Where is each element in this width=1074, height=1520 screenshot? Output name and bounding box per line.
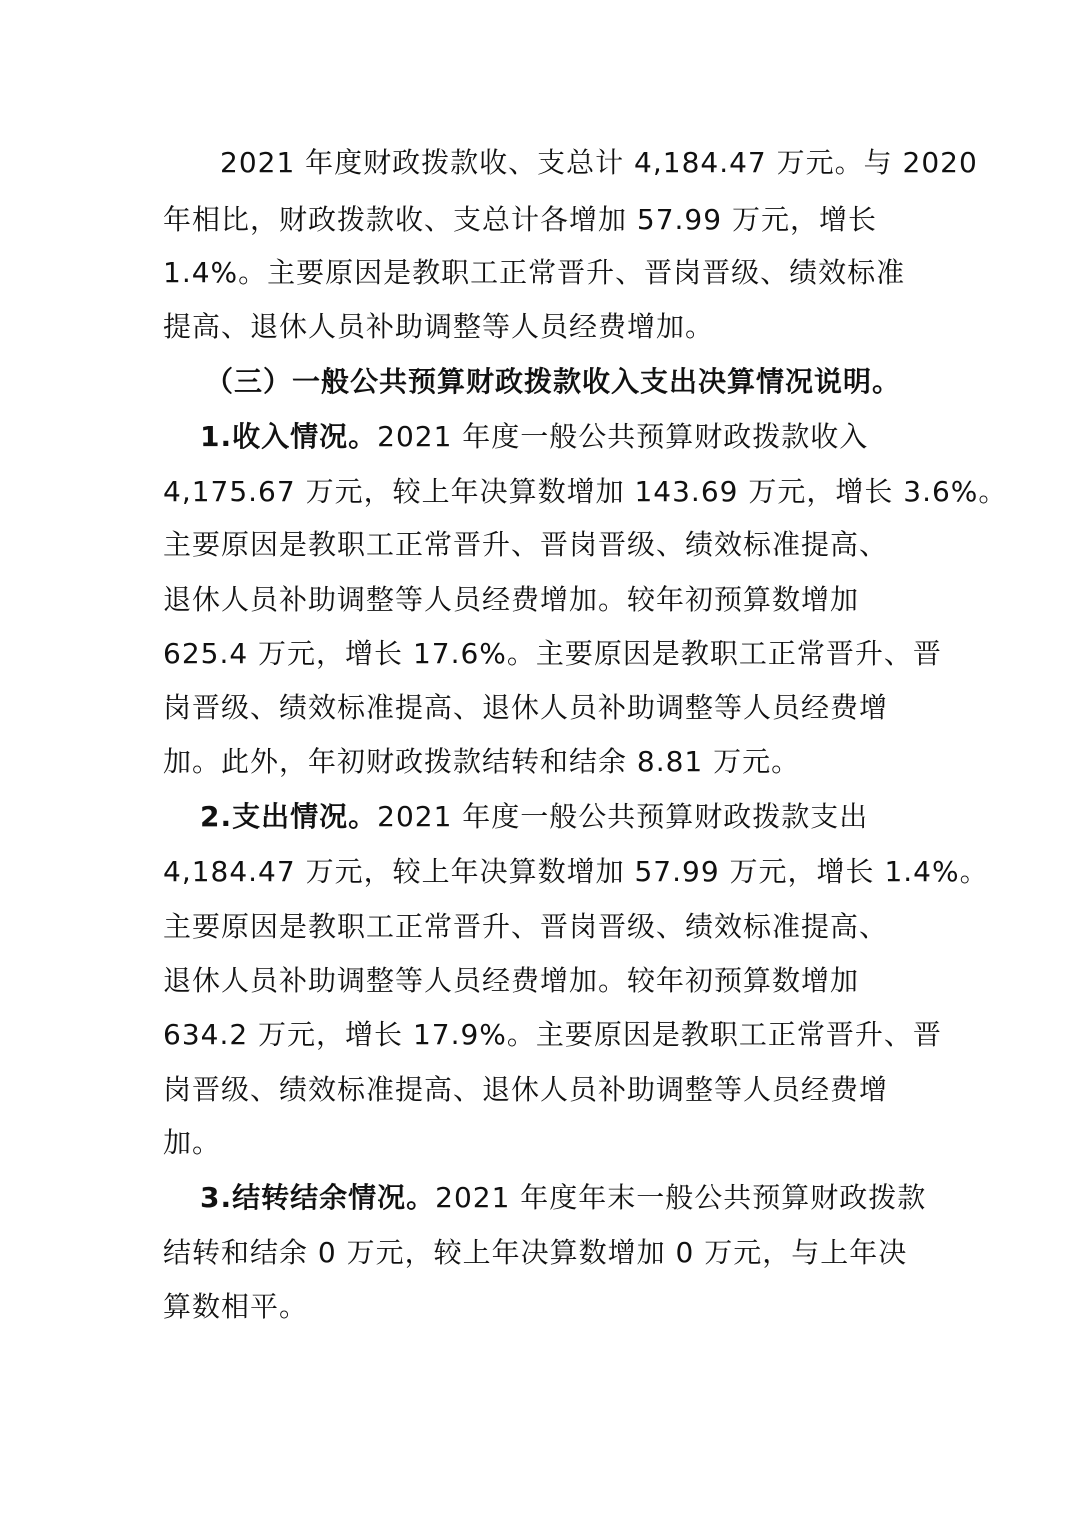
expense-line2: 4,184.47 万元，较上年决算数增加 57.99 万元，增长 1.4%。	[163, 855, 989, 888]
balance-line2: 结转和结余 0 万元，较上年决算数增加 0 万元，与上年决	[163, 1236, 908, 1269]
income-line7: 加。此外，年初财政拨款结转和结余 8.81 万元。	[163, 745, 801, 778]
balance-line1	[200, 1178, 926, 1218]
balance-title: 3.结转结余情况。	[200, 1181, 436, 1214]
expense-line6: 岗晋级、绩效标准提高、退休人员补助调整等人员经费增	[163, 1073, 889, 1106]
balance-text: 2021 年度年末一般公共预算财政拨款	[435, 1181, 927, 1214]
section-heading: （三）一般公共预算财政拨款收入支出决算情况说明。	[205, 365, 902, 398]
expense-line1	[200, 797, 868, 837]
income-text: 2021 年度一般公共预算财政拨款收入	[377, 420, 869, 453]
income-line1	[200, 417, 868, 457]
expense-line3: 主要原因是教职工正常晋升、晋岗晋级、绩效标准提高、	[163, 910, 889, 943]
income-title: 1.收入情况。	[200, 420, 378, 453]
expense-line4: 退休人员补助调整等人员经费增加。较年初预算数增加	[163, 964, 860, 997]
expense-title: 2.支出情况。	[200, 800, 378, 833]
income-line2: 4,175.67 万元，较上年决算数增加 143.69 万元，增长 3.6%。	[163, 475, 1008, 508]
para1-line3: 1.4%。主要原因是教职工正常晋升、晋岗晋级、绩效标准	[163, 256, 906, 289]
expense-line5: 634.2 万元，增长 17.9%。主要原因是教职工正常晋升、晋	[163, 1018, 942, 1051]
income-line6: 岗晋级、绩效标准提高、退休人员补助调整等人员经费增	[163, 691, 889, 724]
income-line4: 退休人员补助调整等人员经费增加。较年初预算数增加	[163, 583, 860, 616]
para1-line2: 年相比，财政拨款收、支总计各增加 57.99 万元，增长	[163, 203, 877, 236]
para1-line4: 提高、退休人员补助调整等人员经费增加。	[163, 310, 715, 343]
expense-text: 2021 年度一般公共预算财政拨款支出	[377, 800, 869, 833]
income-line3: 主要原因是教职工正常晋升、晋岗晋级、绩效标准提高、	[163, 528, 889, 561]
expense-line7: 加。	[163, 1126, 222, 1159]
para1-line1: 2021 年度财政拨款收、支总计 4,184.47 万元。与 2020	[220, 146, 978, 179]
income-line5: 625.4 万元，增长 17.6%。主要原因是教职工正常晋升、晋	[163, 637, 942, 670]
balance-line3: 算数相平。	[163, 1290, 309, 1323]
